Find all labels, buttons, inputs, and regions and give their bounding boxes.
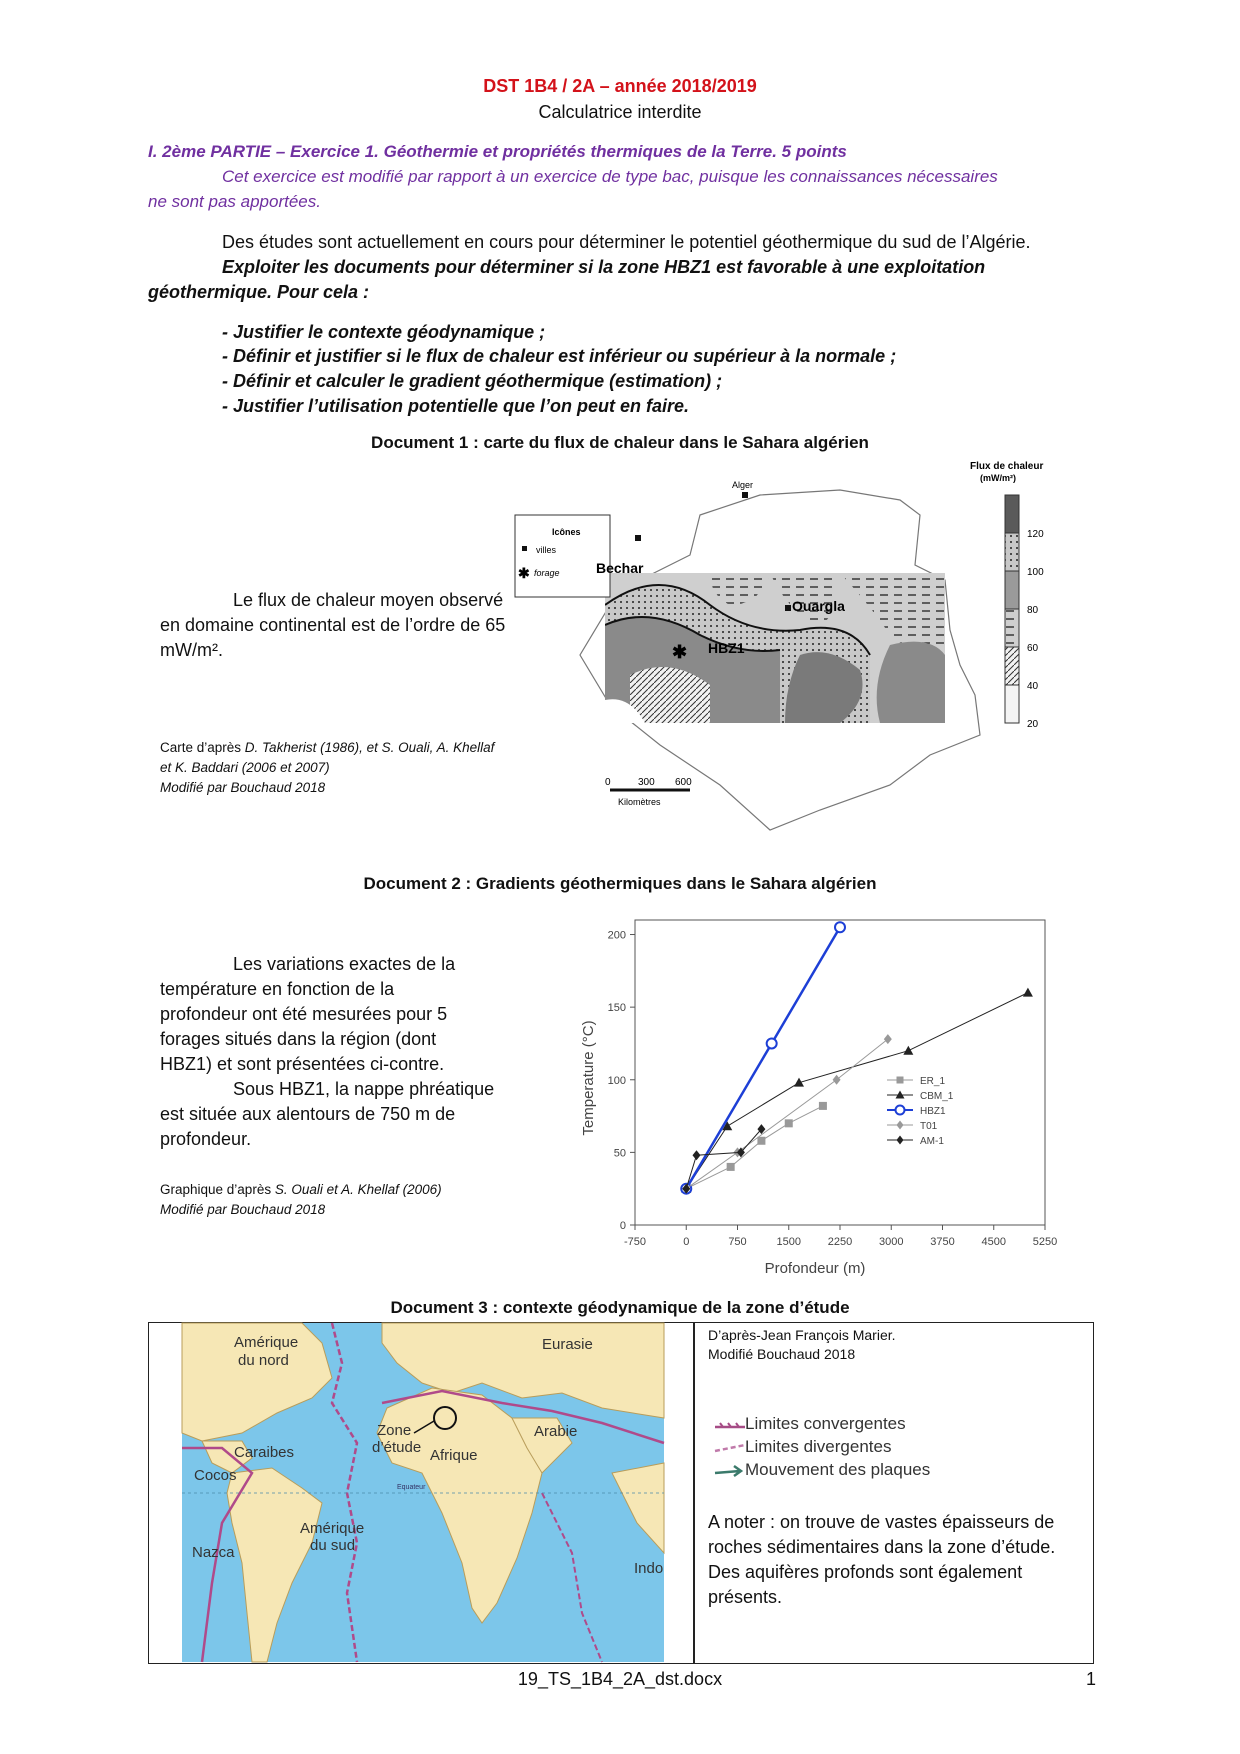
legend-label-er-1: ER_1 xyxy=(920,1076,946,1087)
footer-filename: 19_TS_1B4_2A_dst.docx xyxy=(517,1669,723,1689)
drill-star-icon: ✱ xyxy=(672,642,688,662)
label-eurasia: Eurasie xyxy=(542,1336,593,1353)
label-south-america-2: du sud xyxy=(310,1537,356,1554)
doc2-text-line8: profondeur. xyxy=(160,1129,252,1149)
city-square-icon xyxy=(742,492,748,498)
doc1-text-line3: mW/m². xyxy=(160,640,223,660)
y-axis-label: Temperature (°C) xyxy=(580,1020,597,1136)
legend-marker-hbz1 xyxy=(896,1106,905,1115)
data-point-er-1 xyxy=(785,1119,793,1127)
flux-scale-title: Flux de chaleur xyxy=(970,461,1044,472)
flux-tick: 20 xyxy=(1027,719,1039,730)
exercise-instruction-line1: Exploiter les documents pour déterminer si la zone HBZ1 est favorable à une exploitation xyxy=(222,257,986,277)
exercise-heading: I. 2ème PARTIE – Exercice 1. Géothermie et propriétés thermiques de la Terre. 5 points xyxy=(148,142,847,161)
legend-label-t01: T01 xyxy=(920,1121,938,1132)
city-square-icon xyxy=(522,546,527,551)
label-north-america: Amérique xyxy=(234,1334,299,1351)
flux-tick: 60 xyxy=(1027,643,1039,654)
drill-star-icon: ✱ xyxy=(518,565,530,581)
doc2-text-line7: est située aux alentours de 750 m de xyxy=(160,1104,456,1124)
city-bechar: Bechar xyxy=(596,560,644,576)
site-hbz1: HBZ1 xyxy=(708,640,745,656)
label-arabia: Arabie xyxy=(534,1423,578,1440)
x-tick-label: 750 xyxy=(728,1236,747,1248)
y-tick-label: 100 xyxy=(607,1074,626,1087)
x-tick-label: 2250 xyxy=(827,1236,853,1248)
task-item: - Justifier l’utilisation potentielle que l’on peut en faire. xyxy=(222,396,690,416)
map-legend-title: Icônes xyxy=(552,527,581,537)
legend-label-cbm-1: CBM_1 xyxy=(920,1091,954,1102)
exercise-intro: Des études sont actuellement en cours pour déterminer le potentiel géothermique du sud de l’Algérie. xyxy=(222,232,1031,252)
x-tick-label: 0 xyxy=(683,1236,690,1248)
legend-divergent: Limites divergentes xyxy=(745,1437,892,1456)
doc3-table-divider xyxy=(693,1322,695,1664)
plate-tectonics-map xyxy=(182,1323,664,1662)
doc3-note-line3: Des aquifères profonds sont également xyxy=(708,1562,1023,1582)
city-square-icon xyxy=(635,535,641,541)
label-equator: Equateur xyxy=(397,1484,426,1491)
data-point-hbz1 xyxy=(835,922,845,932)
scale-label-0: 0 xyxy=(605,777,611,788)
city-square-icon xyxy=(785,605,791,611)
doc3-note-line4: présents. xyxy=(708,1587,783,1607)
footer-page-number: 1 xyxy=(1086,1669,1097,1689)
divergent-limit-icon xyxy=(715,1445,745,1451)
flux-tick: 100 xyxy=(1027,567,1044,578)
label-north-america-2: du nord xyxy=(238,1352,289,1369)
label-africa: Afrique xyxy=(430,1447,478,1464)
doc3-credit-line2: Modifié Bouchaud 2018 xyxy=(708,1346,856,1362)
exercise-note-line2: ne sont pas apportées. xyxy=(148,192,321,211)
flux-tick: 120 xyxy=(1027,529,1044,540)
x-tick-label: 4500 xyxy=(981,1236,1006,1248)
legend-convergent: Limites convergentes xyxy=(745,1414,906,1433)
plate-movement-arrow-icon xyxy=(715,1466,741,1476)
doc2-text-line6: Sous HBZ1, la nappe phréatique xyxy=(233,1079,495,1099)
flux-zones xyxy=(605,573,945,723)
task-item: - Justifier le contexte géodynamique ; xyxy=(222,322,546,342)
exercise-instruction-line2: géothermique. Pour cela : xyxy=(148,282,370,302)
doc1-text-line1: Le flux de chaleur moyen observé xyxy=(233,590,504,610)
doc2-text-line4: forages situés dans la région (dont xyxy=(160,1029,437,1049)
task-item: - Définir et calculer le gradient géothermique (estimation) ; xyxy=(222,371,723,391)
y-tick-label: 200 xyxy=(607,929,626,942)
doc3-credit-line1: D’après-Jean François Marier. xyxy=(708,1327,896,1343)
legend-movement: Mouvement des plaques xyxy=(745,1460,931,1479)
exercise-note-line1: Cet exercice est modifié par rapport à un exercice de type bac, puisque les connaissances nécessaires xyxy=(222,167,998,186)
legend-label-hbz1: HBZ1 xyxy=(920,1106,946,1117)
flux-scale-unit: (mW/m²) xyxy=(980,473,1016,483)
city-ouargla: Ouargla xyxy=(792,598,845,614)
doc2-credit-line1: Graphique d’après S. Ouali et A. Khellaf (2006) xyxy=(160,1182,442,1197)
doc2-text-line2: température en fonction de la xyxy=(160,979,395,999)
data-point-er-1 xyxy=(727,1163,735,1171)
legend-marker-er-1 xyxy=(897,1077,904,1084)
flux-color-scale xyxy=(1005,495,1019,723)
document-subtitle: Calculatrice interdite xyxy=(538,102,702,122)
x-tick-label: 3000 xyxy=(879,1236,904,1248)
label-indo: Indo xyxy=(634,1560,664,1577)
plot-area xyxy=(635,920,1045,1225)
label-study-zone-2: d’étude xyxy=(372,1439,422,1456)
label-nazca: Nazca xyxy=(192,1544,235,1561)
legend-label-am-1: AM-1 xyxy=(920,1136,944,1147)
doc2-text-line3: profondeur ont été mesurées pour 5 xyxy=(160,1004,448,1024)
y-tick-label: 150 xyxy=(607,1002,626,1015)
label-cocos: Cocos xyxy=(194,1467,237,1484)
data-point-er-1 xyxy=(819,1102,827,1110)
doc2-text-line5: HBZ1) et sont présentées ci-contre. xyxy=(160,1054,445,1074)
flux-tick: 40 xyxy=(1027,681,1039,692)
task-item: - Définir et justifier si le flux de chaleur est inférieur ou supérieur à la normale ; xyxy=(222,346,897,366)
doc3-note-line2: roches sédimentaires dans la zone d’étude. xyxy=(708,1537,1056,1557)
doc3-legend-symbols xyxy=(710,1415,750,1490)
x-tick-label: 3750 xyxy=(930,1236,955,1248)
doc1-title: Document 1 : carte du flux de chaleur dans le Sahara algérien xyxy=(371,433,869,452)
doc1-credit-line3: Modifié par Bouchaud 2018 xyxy=(160,780,326,795)
x-tick-label: 5250 xyxy=(1032,1236,1058,1248)
city-alger: Alger xyxy=(732,480,754,490)
gradient-chart xyxy=(575,918,1058,1288)
data-point-hbz1 xyxy=(767,1038,777,1048)
label-study-zone: Zone xyxy=(377,1422,412,1439)
scale-label-300: 300 xyxy=(638,777,655,788)
label-caribbean: Caraibes xyxy=(234,1444,295,1461)
scale-label-600: 600 xyxy=(675,777,692,788)
doc2-title: Document 2 : Gradients géothermiques dans le Sahara algérien xyxy=(363,874,877,893)
doc1-credit-line2: et K. Baddari (2006 et 2007) xyxy=(160,760,330,775)
map-legend-drill: forage xyxy=(534,568,560,578)
doc1-text-line2: en domaine continental est de l’ordre de 65 xyxy=(160,615,506,635)
doc2-text-line1: Les variations exactes de la xyxy=(233,954,456,974)
document-title: DST 1B4 / 2A – année 2018/2019 xyxy=(483,76,757,96)
doc2-credit-line2: Modifié par Bouchaud 2018 xyxy=(160,1202,326,1217)
scale-unit: Kilomètres xyxy=(618,797,661,807)
flux-tick: 80 xyxy=(1027,605,1039,616)
data-point-er-1 xyxy=(757,1137,765,1145)
y-tick-label: 50 xyxy=(613,1147,626,1160)
x-axis-label: Profondeur (m) xyxy=(764,1260,866,1277)
doc3-title: Document 3 : contexte géodynamique de la zone d’étude xyxy=(390,1298,850,1317)
label-south-america: Amérique xyxy=(300,1520,365,1537)
doc1-credit-line1: Carte d’après D. Takherist (1986), et S. Ouali, A. Khellaf xyxy=(160,740,495,755)
y-tick-label: 0 xyxy=(619,1220,626,1232)
heat-flux-map xyxy=(518,455,1070,855)
x-tick-label: -750 xyxy=(623,1236,647,1248)
doc3-note-line1: A noter : on trouve de vastes épaisseurs de xyxy=(708,1512,1055,1532)
x-tick-label: 1500 xyxy=(776,1236,801,1248)
map-legend-cities: villes xyxy=(536,545,557,555)
